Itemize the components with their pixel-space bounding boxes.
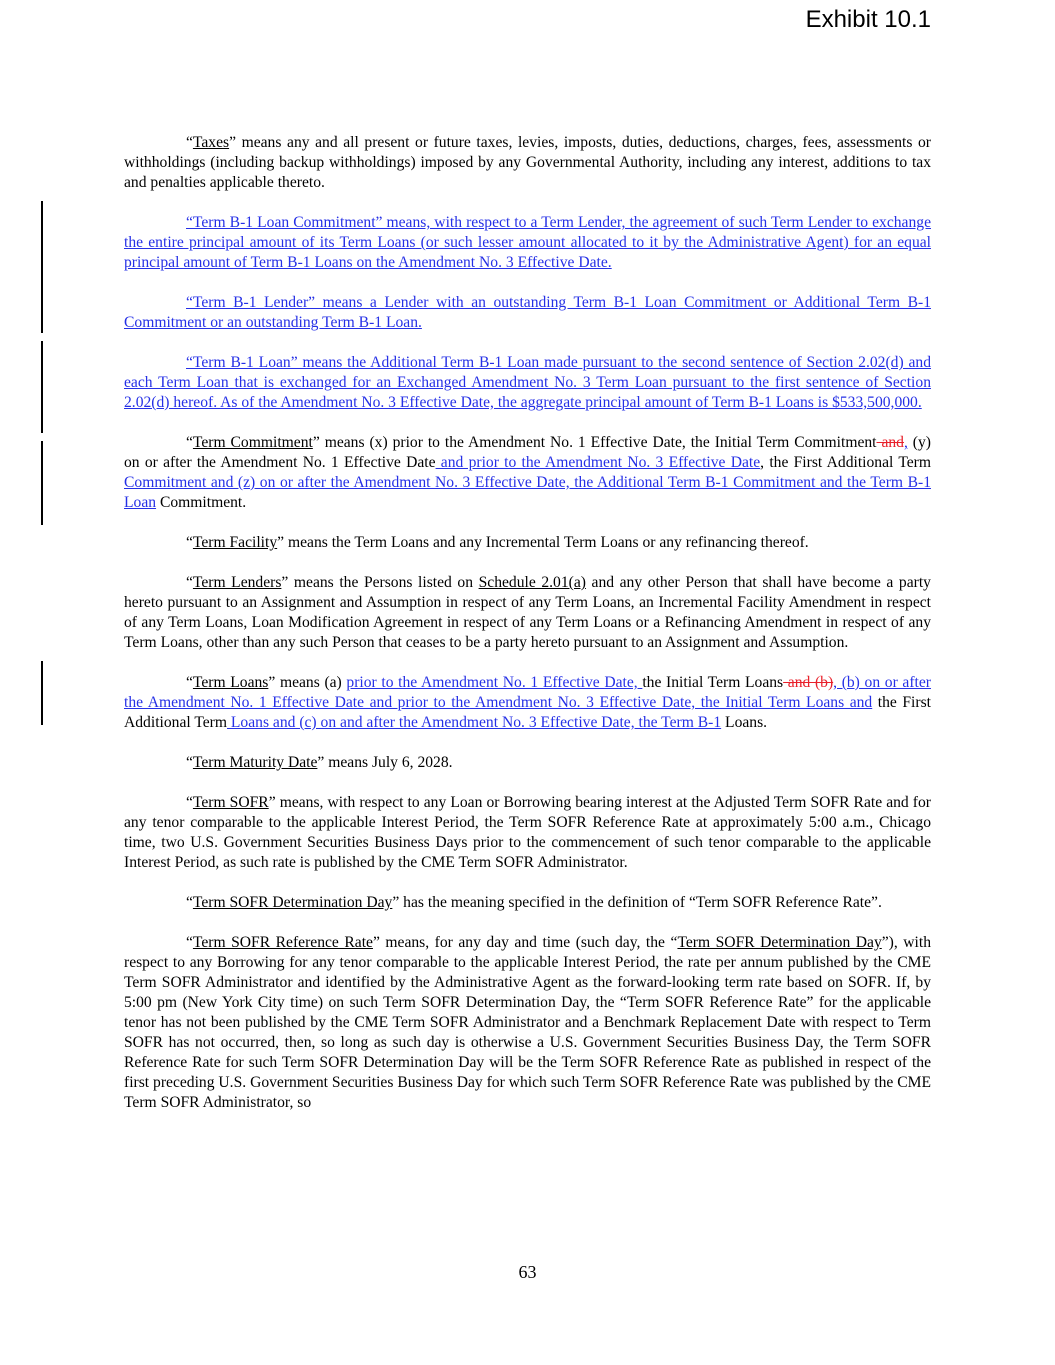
defined-term: Term Facility <box>192 534 278 551</box>
change-bar <box>41 201 43 281</box>
change-bar <box>41 441 43 525</box>
defined-term: Term SOFR Determination Day <box>677 934 882 951</box>
definition-text: ”), with respect to any Borrowing for any tenor comparable to the applicable Interest Period, the rate per annum published by the CME Term SOFR Administrator and identified by the Administrative Agent as the forward-looking term rate based on SOFR. If, by 5:00 pm (New York City time) on such Term SOFR Determination Day, the “Term SOFR Reference Rate” for the applicable tenor has not been published by the CME Term SOFR Administrator and a Benchmark Replacement Date with respect to Term SOFR has not occurred, then, so long as such day is otherwise a U.S. Government Securities Business Day, the Term SOFR Reference Rate for such Term SOFR Determination Day will be the Term SOFR Reference Rate as published in respect of the first preceding U.S. Government Securities Business Day for which such Term SOFR Reference Rate was published by the CME Term SOFR Administrator, so <box>124 934 932 1111</box>
exhibit-label: Exhibit 10.1 <box>805 6 931 33</box>
quote: “ <box>186 534 193 551</box>
definition-text: ” means the Term Loans and any Incremental Term Loans or any refinancing thereof. <box>277 534 809 551</box>
definition-term-maturity-date <box>124 753 931 773</box>
definition-taxes <box>124 133 931 193</box>
defined-term: Term Loans <box>192 674 269 691</box>
deleted-text: and (b) <box>783 674 834 691</box>
definition-text: ” means the Persons listed on <box>281 574 479 591</box>
definition-text: ” means, with respect to any Loan or Borrowing bearing interest at the Adjusted Term SOFR Rate and for any tenor comparable to the applicable Interest Period, the Term SOFR Reference Rate at approximately 5:00 a.m., Chicago time, two U.S. Government Securities Business Days prior to the commencement of such tenor comparable to the applicable Interest Period, as such rate is published by the CME Term SOFR Administrator. <box>124 794 931 871</box>
inserted-text: “Term B-1 Lender” means a Lender with an outstanding Term B-1 Loan Commitment or Additional Term B-1 Commitment or an outstanding Term B-1 Loan. <box>124 294 931 331</box>
inserted-text: and prior to the Amendment No. 3 Effective Date <box>435 454 761 471</box>
quote: “ <box>186 674 193 691</box>
definition-term-sofr <box>124 793 931 873</box>
definition-term-b1-lender <box>124 293 931 333</box>
defined-term: Term SOFR Determination Day <box>192 894 393 911</box>
definition-text: and any other Person that shall have become a party hereto pursuant to an Assignment and Assumption in respect of any Term Loans, an Incremental Facility Amendment in respect of any Term Loans, Loan Modification Agreement in respect of any Term Loans or a Refinancing Amendment in respect of any Term Loans, other than any such Person that ceases to be a party hereto pursuant to an Assignment and Assumption. <box>124 574 931 651</box>
definition-term-commitment <box>124 433 931 513</box>
definition-text: ” means (x) prior to the Amendment No. 1 Effective Date, the Initial Term Commitment <box>312 434 877 451</box>
definition-text: the Initial Term Loans <box>642 674 784 691</box>
definition-term-b1-loan-commitment <box>124 213 931 273</box>
inserted-text: “Term B-1 Loan Commitment” means, with respect to a Term Lender, the agreement of such Term Lender to exchange the entire principal amount of its Term Loans (or such lesser amount allocated to it by the Administrative Agent) for an equal principal amount of Term B-1 Loans on the Amendment No. 3 Effective Date. <box>124 214 931 271</box>
inserted-text: prior to the Amendment No. 1 Effective Date, <box>346 674 643 691</box>
inserted-text: , <box>903 434 908 451</box>
change-bar <box>41 341 43 433</box>
definition-term-b1-loan <box>124 353 931 413</box>
definition-text: the First Additional Term <box>124 694 931 731</box>
definition-term-lenders <box>124 573 931 653</box>
quote: “ <box>186 934 193 951</box>
defined-term: Term Commitment <box>192 434 313 451</box>
inserted-text: Commitment and (z) on or after the Amendment No. 3 Effective Date, the Additional Term B-1 Commitment and the Term B-1 Loan <box>124 474 931 511</box>
definition-text: Loans. <box>721 714 768 731</box>
definition-text: ” means July 6, 2028. <box>317 754 453 771</box>
change-bar <box>41 661 43 725</box>
quote: “ <box>186 894 193 911</box>
deleted-text: and <box>876 434 904 451</box>
definition-text: (y) on or after the Amendment No. 1 Effective Date <box>124 434 931 471</box>
page-number: 63 <box>518 1262 537 1282</box>
change-bar <box>41 281 43 333</box>
defined-term: Term Lenders <box>192 574 282 591</box>
document-body <box>124 133 931 1133</box>
quote: “ <box>186 134 193 151</box>
defined-term: Term SOFR Reference Rate <box>192 934 373 951</box>
definition-text: Commitment. <box>156 494 247 511</box>
definition-text: ” means any and all present or future taxes, levies, imposts, duties, deductions, charges, fees, assessments or withholdings (including backup withholdings) imposed by any Governmental Authority, including any interest, additions to tax and penalties applicable thereto. <box>124 134 931 191</box>
definition-text: ” has the meaning specified in the definition of “Term SOFR Reference Rate”. <box>392 894 882 911</box>
quote: “ <box>186 574 193 591</box>
definition-text: ” means, for any day and time (such day, the “ <box>372 934 678 951</box>
schedule-reference: Schedule 2.01(a) <box>478 574 586 591</box>
defined-term: Term SOFR <box>192 794 269 811</box>
quote: “ <box>186 794 193 811</box>
definition-term-sofr-reference-rate <box>124 933 931 1113</box>
definition-text: , the First Additional Term <box>760 454 931 471</box>
inserted-text: , (b) on or after the Amendment No. 1 Effective Date and prior to the Amendment No. 3 Effective Date, the Initial Term Loans and <box>124 674 931 711</box>
definition-text: ” means (a) <box>268 674 347 691</box>
definition-term-sofr-determination-day <box>124 893 931 913</box>
defined-term: Term Maturity Date <box>192 754 318 771</box>
inserted-text: Loans and (c) on and after the Amendment No. 3 Effective Date, the Term B-1 <box>227 714 722 731</box>
defined-term: Taxes <box>192 134 230 151</box>
definition-term-loans <box>124 673 931 733</box>
inserted-text: “Term B-1 Loan” means the Additional Term B-1 Loan made pursuant to the second sentence of Section 2.02(d) and each Term Loan that is exchanged for an Exchanged Amendment No. 3 Term Loan pursuant to the first sentence of Section 2.02(d) hereof. As of the Amendment No. 3 Effective Date, the aggregate principal amount of Term B-1 Loans is $533,500,000. <box>124 354 931 411</box>
quote: “ <box>186 434 193 451</box>
quote: “ <box>186 754 193 771</box>
definition-term-facility <box>124 533 931 553</box>
